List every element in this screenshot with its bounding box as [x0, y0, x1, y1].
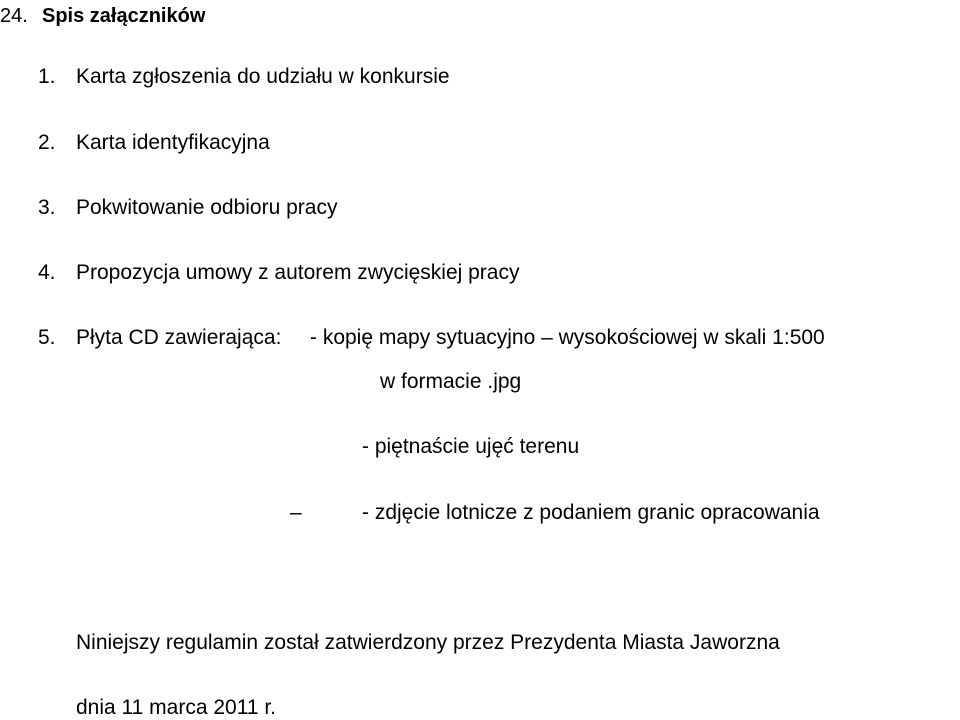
list-item-number: 1. — [38, 65, 56, 88]
list-item-number: 4. — [38, 261, 56, 284]
list-item-number: 2. — [38, 131, 56, 154]
list-item: Pokwitowanie odbioru pracy — [76, 196, 338, 219]
approval-statement: Niniejszy regulamin został zatwierdzony przez Prezydenta Miasta Jaworzna — [76, 631, 780, 654]
list-item: Propozycja umowy z autorem zwycięskiej pracy — [76, 261, 520, 284]
cd-content-map: - kopię mapy sytuacyjno – wysokościowej w skali 1:500 — [310, 326, 825, 349]
section-number: 24. — [0, 5, 28, 27]
list-item: Karta identyfikacyjna — [76, 131, 270, 154]
stray-dash-mark: – — [290, 501, 302, 524]
cd-content-aerial-photo: - zdjęcie lotnicze z podaniem granic opracowania — [362, 501, 820, 524]
section-title: Spis załączników — [42, 5, 206, 27]
list-item: Karta zgłoszenia do udziału w konkursie — [76, 65, 450, 88]
list-item-number: 5. — [38, 326, 56, 349]
cd-content-terrain-shots: - piętnaście ujęć terenu — [362, 435, 580, 458]
list-item: Płyta CD zawierająca: — [76, 326, 282, 349]
cd-content-map-format: w formacie .jpg — [380, 370, 522, 393]
approval-date: dnia 11 marca 2011 r. — [76, 696, 277, 719]
list-item-number: 3. — [38, 196, 56, 219]
